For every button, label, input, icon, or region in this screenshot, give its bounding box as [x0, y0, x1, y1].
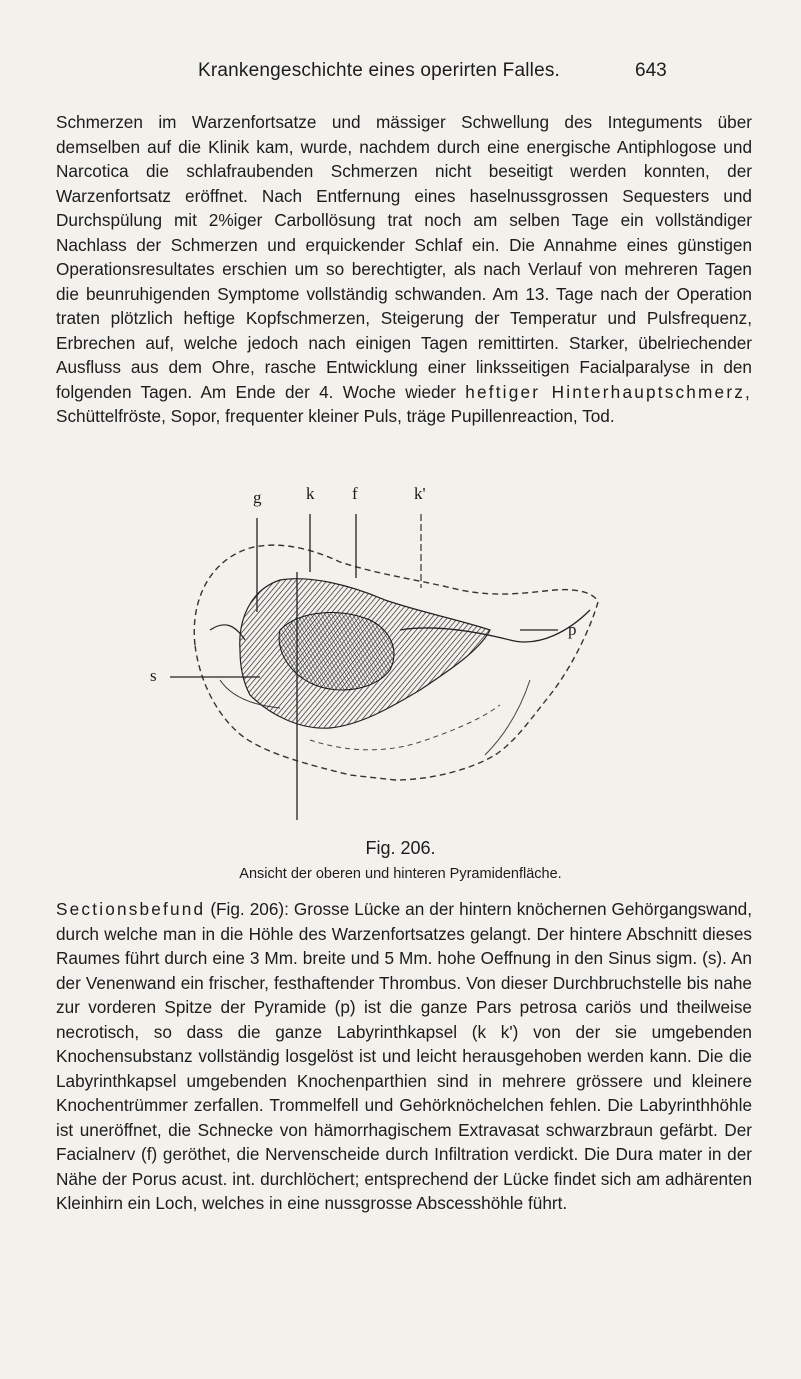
- running-header: [0, 60, 801, 90]
- label-s: s: [150, 666, 157, 685]
- label-p: p: [568, 620, 577, 639]
- paragraph-case-history: [56, 110, 752, 429]
- page-number: 643: [635, 60, 667, 81]
- pyramid-illustration: [150, 480, 710, 860]
- running-title: Krankengeschichte eines operirten Falles.: [198, 60, 561, 81]
- label-k-prime: k': [414, 484, 426, 503]
- anatomical-figure: [150, 480, 710, 860]
- label-k: k: [306, 484, 315, 503]
- emphasized-phrase: heftiger Hinterhauptschmerz,: [465, 381, 753, 402]
- figure-caption: Fig. 206.: [365, 838, 436, 858]
- label-f: f: [352, 484, 358, 503]
- paragraph-section-findings: [56, 897, 752, 1216]
- label-g: g: [253, 488, 262, 507]
- figure-subcaption: Ansicht der oberen und hinteren Pyramidenfläche.: [239, 866, 562, 882]
- paragraph-text: (Fig. 206): Grosse Lücke an der hintern knöchernen Gehörgangswand, durch welche man in die Höhle des Warzenfortsatzes gelangt. Der hintere Abschnitt dieses Raumes führt durch eine 3 Mm. breite und 5 Mm. hohe Oeffnung in den Sinus sigm. (s). An der Venenwand ein frischer, festhaftender Thrombus. Von dieser Durchbruchstelle bis nahe zur vorderen Spitze der Pyramide (p) ist die ganze Pars petrosa cariös und theilweise necrotisch, so dass die ganze Labyrinthkapsel (k k') von der sie umgebenden Knochensubstanz vollständig losgelöst ist und leicht herausgehoben werden kann. Die die Labyrinthkapsel umgebenden Knochenparthien sind in mehrere grössere und kleinere Knochentrümmer zerfallen. Trommelfell und Gehörknöchelchen fehlen. Die Labyrinthhöhle ist uneröffnet, die Schnecke von hämorrhagischem Extravasat schwarzbraun gefärbt. Der Facialnerv (f) geröthet, die Nervenscheide durch Infiltration verdickt. Die Dura mater in der Nähe der Porus acust. int. durchlöchert; entsprechend der Lücke findet sich am adhärenten Kleinhirn ein Loch, welches in eine nussgrosse Abscesshöhle führt.: [56, 899, 752, 1213]
- section-lead: Sectionsbefund: [56, 899, 206, 919]
- paragraph-text: Schmerzen im Warzenfortsatze und mässiger Schwellung des Integuments über demselben auf die Klinik kam, wurde, nachdem durch eine energische Antiphlogose und Narcotica die schlafraubenden Schmerzen nicht beseitigt werden konnten, der Warzenfortsatz eröffnet. Nach Entfernung eines haselnussgrossen Sequesters und Durchspülung mit 2%iger Carbollösung trat noch am selben Tage ein vollständiger Nachlass der Schmerzen und erquickender Schlaf ein. Die Annahme eines günstigen Operationsresultates erschien um so berechtigter, als nach Verlauf von mehreren Tagen die beunruhigenden Symptome vollständig schwanden. Am 13. Tage nach der Operation traten plötzlich heftige Kopfschmerzen, Steigerung der Temperatur und Pulsfrequenz, Erbrechen auf, welche jedoch nach einigen Tagen remittirten. Starker, übelriechender Ausfluss aus dem Ohre, rasche Entwicklung einer linksseitigen Facialparalyse in den folgenden Tagen. Am Ende der 4. Woche wieder: [56, 112, 752, 402]
- paragraph-text-end: Schüttelfröste, Sopor, frequenter kleiner Puls, träge Pupillenreaction, Tod.: [56, 406, 615, 426]
